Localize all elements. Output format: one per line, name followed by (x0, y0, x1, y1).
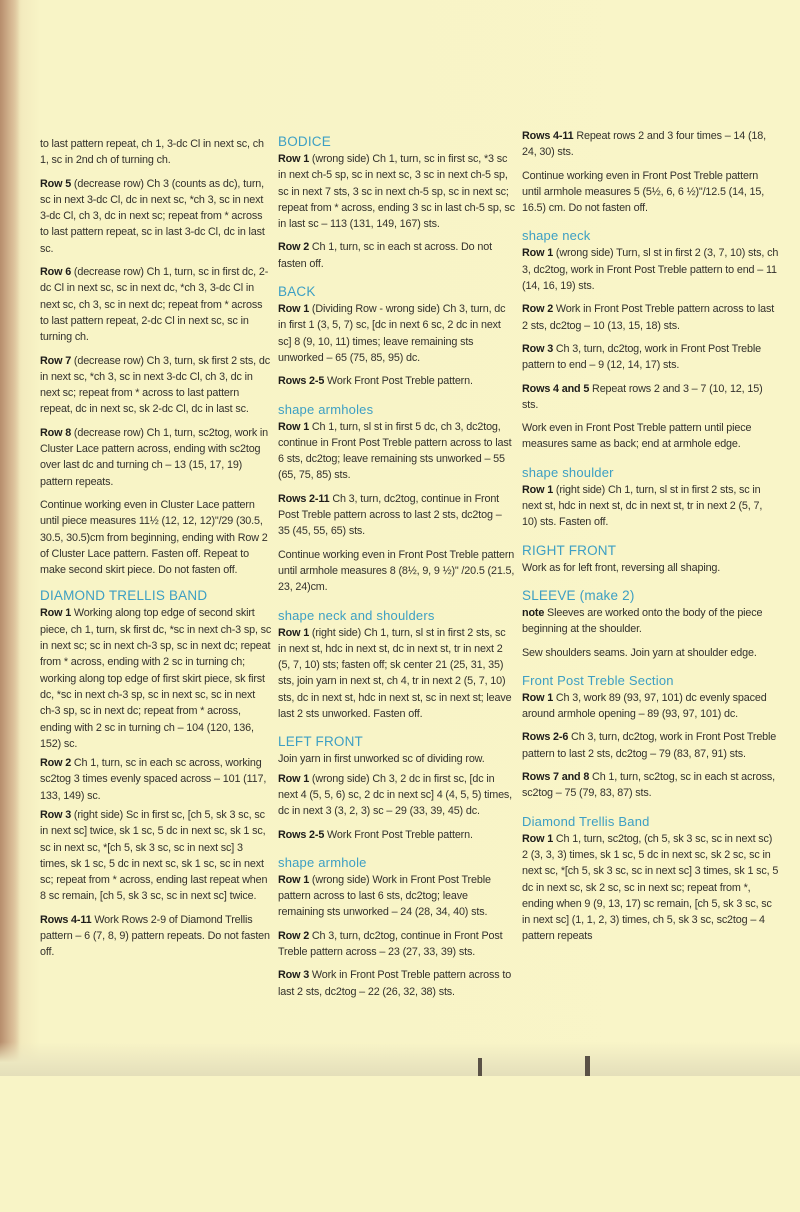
continue-paragraph: Continue working even in Cluster Lace pattern until piece measures 11½ (12, 12, 12)"/29 (30.5, 30.5, 30.5)cm from beginning, ending with Row 2 of Cluster Lace pattern. Fasten off. Repeat to make second skirt piece. Do not fasten off. (40, 498, 268, 577)
shoulder-row-1-instruction (522, 482, 780, 531)
row-text: (right side) Ch 1, turn, sl st in first 2 sts, sc in next st, hdc in next st, dc in next st, tr in next 2 (5, 7, 10) sts; fasten off; sk center 21 (25, 31, 35) sts, join yarn in next st, ch 4, tr in next 2 (5, 7, 10) sts, dc in next st, hdc in next st, sc in next st; leave last 2 sts unworked. Fasten off. (278, 626, 512, 721)
row-7-instruction (40, 353, 272, 418)
sleeve-note (522, 605, 780, 638)
row-label: Row 8 (40, 426, 72, 439)
note-label: note (522, 606, 545, 619)
row-label: Rows 2-5 (278, 375, 325, 388)
diamond-row-1-instruction (40, 605, 272, 752)
armhole-row-3-instruction (278, 967, 516, 1000)
section-heading-front-post-treble-section: Front Post Treble Section (522, 672, 674, 688)
row-label: Rows 4-11 (522, 130, 574, 142)
row-label: Row 3 (40, 808, 72, 821)
row-label: Rows 2-11 (278, 492, 330, 505)
neck-work-even-paragraph: Work even in Front Post Treble pattern until piece measures same as back; end at armhole edge. (522, 422, 752, 451)
text-column-left (40, 0, 272, 1212)
row-label: Row 3 (278, 969, 310, 982)
row-label: Row 2 (278, 241, 310, 254)
neck-row-1-instruction (522, 245, 780, 294)
row-label: Row 1 (522, 247, 554, 260)
fpt-rows-7-8-instruction (522, 769, 780, 802)
section-heading-back: BACK (278, 284, 316, 300)
row-text: Ch 3, turn, dc2tog, work in Front Post Treble pattern to last 2 sts, dc2tog – 79 (83, 87, 91) sts. (522, 731, 777, 760)
section-heading-diamond-trellis-band: DIAMOND TRELLIS BAND (40, 588, 208, 604)
row-label: Row 1 (278, 873, 310, 886)
neck-shoulders-row-1-instruction (278, 625, 516, 723)
continue-armhole-paragraph: Continue working even in Front Post Treble pattern until armhole measures 5 (5½, 6, 6 ½)"/12.5 (14, 15, 16.5) cm. Do not fasten off. (522, 169, 765, 215)
row-label: Row 1 (278, 772, 310, 785)
row-text: Ch 1, turn, sl st in first 5 dc, ch 3, dc2tog, continue in Front Post Treble pattern across to last 6 sts, dc2tog; leave remaining sts unworked – 55 (65, 75, 85) sts. (278, 420, 512, 482)
armholes-continue-paragraph: Continue working even in Front Post Treble pattern until armhole measures 8 (8½, 9, 9 ½)" /20.5 (21.5, 23, 24)cm. (278, 548, 515, 594)
row-label: Row 1 (522, 483, 554, 496)
row-text: (wrong side) Work in Front Post Treble pattern across to last 6 sts, dc2tog; leave remaining sts unworked – 24 (28, 34, 40) sts. (278, 873, 491, 919)
row-text: (decrease row) Ch 1, turn, sc in first dc, 2-dc Cl in next sc, sc in next dc, *ch 3, 3-dc Cl in next sc, ch 3, sc in next dc; repeat from * across to last pattern repeat, 2-dc Cl in next sc, sc in turning ch. (40, 266, 269, 344)
row-text: Ch 3, work 89 (93, 97, 101) dc evenly spaced around armhole opening – 89 (93, 97, 101) dc. (522, 691, 767, 721)
row-text: Ch 1, turn, sc2tog, (ch 5, sk 3 sc, sc in next sc) 2 (3, 3, 3) times, sk 1 sc, 5 dc in next sc, sk 2 sc, sc in next sc, *[ch 5, sk 3 sc, sc in next sc] 3 times, sk 1 sc, 5 dc in next sc, sk 2 sc, sc in next sc; repeat from *, ending when 9 (9, 13, 17) sc remain, [ch 5, sk 3 sc, sc in next sc] (1, 1, 2, 3) times, ch 5, sk 3 sc, sc2tog – 4 pattern repeats (522, 832, 779, 943)
back-rows-2-5-instruction (278, 373, 516, 389)
row-text: (decrease row) Ch 3 (counts as dc), turn, sc in next 3-dc Cl, dc in next sc, *ch 3, sc in next 3-dc Cl, ch 3, dc in next sc; repeat from * across to last pattern repeat, sc in last 3-dc Cl, dc in last sc. (40, 177, 265, 255)
sleeve-diamond-row-1-instruction (522, 831, 780, 945)
diamond-row-2-instruction (40, 755, 272, 804)
row-label: Rows 4-11 (40, 913, 92, 926)
neck-row-2-instruction (522, 301, 780, 334)
row-text: Work Rows 2-9 of Diamond Trellis pattern – 6 (7, 8, 9) pattern repeats. Do not fasten off. (40, 913, 270, 959)
row-text: Work Front Post Treble pattern. (324, 375, 473, 388)
row-6-instruction (40, 264, 272, 345)
fpt-row-1-instruction (522, 690, 780, 723)
left-front-row-1-instruction (278, 771, 516, 820)
row-text: Work in Front Post Treble pattern across to last 2 sts, dc2tog – 22 (26, 32, 38) sts. (278, 969, 512, 998)
row-text: Ch 3, turn, dc2tog, continue in Front Post Treble pattern across – 23 (27, 33, 39) sts. (278, 929, 503, 958)
row-text: (right side) Sc in first sc, [ch 5, sk 3 sc, sc in next sc] twice, sk 1 sc, 5 dc in next sc, sk 1 sc, sc in next sc, *[ch 5, sk 3 sc, sc in next sc] 3 times, sk 1 sc, 5 dc in next sc, sk 1 sc, sc in next sc; repeat from * across, ending last repeat when 8 sc remain, [ch 5, sk 3 sc, sc in next sc] twice. (40, 808, 268, 903)
row-text: Working along top edge of second skirt piece, ch 1, turn, sk first dc, *sc in next ch-3 sp, sc in next sc; sc in next ch-3 sp, sc in next dc; repeat from * across, ending with 2 sc in turning ch; working along top edge of first skirt piece, sk first dc, *sc in next ch-3 sp, sc in next sc, sc in next ch-3 sp, sc in next dc; repeat from * across, ending with 2 sc in turning ch – 104 (120, 136, 152) sc. (40, 607, 272, 750)
neck-rows-4-5-instruction (522, 381, 780, 414)
row-label: Rows 2-6 (522, 731, 569, 744)
row-label: Row 6 (40, 266, 72, 279)
fpt-rows-2-6-instruction (522, 729, 780, 762)
armhole-row-2-instruction (278, 928, 516, 961)
row-label: Row 2 (40, 757, 72, 770)
row-text: (wrong side) Ch 1, turn, sc in first sc, *3 sc in next ch-5 sp, sc in next sc, 3 sc in next ch-5 sp, sc in next 7 sts, 3 sc in next ch-5 sp, sc in next sc; repeat from * across, ending 3 sc in last ch-5 sp, sc in last sc – 113 (131, 149, 167) sts. (278, 153, 515, 231)
row-5-instruction (40, 176, 272, 257)
row-text: (decrease row) Ch 3, turn, sk first 2 sts, dc in next sc, *ch 3, sc in next 3-dc Cl, ch 3, dc in next sc; repeat from * across to last pattern repeat, dc in next sc, sk 2-dc Cl, dc in last sc. (40, 354, 270, 416)
row-text: Ch 1, turn, sc in each st across. Do not fasten off. (278, 241, 492, 270)
row-label: Row 1 (522, 832, 554, 845)
diamond-rows-4-11-instruction (40, 912, 272, 961)
neck-row-3-instruction (522, 341, 780, 374)
row-text: Repeat rows 2 and 3 four times – 14 (18, 24, 30) sts. (522, 130, 766, 159)
bodice-row-1-instruction (278, 151, 516, 232)
note-text: Sleeves are worked onto the body of the piece beginning at the shoulder. (522, 606, 763, 636)
text-column-middle (278, 0, 516, 1210)
row-label: Row 5 (40, 177, 72, 190)
armholes-rows-2-11-instruction (278, 491, 516, 540)
section-heading-shape-armhole: shape armhole (278, 854, 367, 870)
book-binding-shadow (0, 0, 20, 1076)
section-heading-right-front: RIGHT FRONT (522, 542, 617, 558)
row-text: Ch 3, turn, dc2tog, work in Front Post Treble pattern to end – 9 (12, 14, 17) sts. (522, 342, 761, 372)
section-heading-sleeve: SLEEVE (make 2) (522, 587, 635, 603)
row-text: (right side) Ch 1, turn, sl st in first 2 sts, sc in next st, hdc in next st, dc in next st, tr in next 2 (5, 7, 10) sts. Fasten off. (522, 483, 763, 529)
section-heading-shape-armholes: shape armholes (278, 401, 374, 417)
section-heading-diamond-trellis-band-sleeve: Diamond Trellis Band (522, 813, 650, 829)
left-front-rows-2-5-instruction (278, 827, 516, 843)
row-label: Rows 7 and 8 (522, 771, 590, 784)
section-heading-shape-shoulder: shape shoulder (522, 464, 614, 480)
row-label: Row 7 (40, 354, 72, 367)
row-text: (wrong side) Ch 3, 2 dc in first sc, [dc in next 4 (5, 5, 6) sc, 2 dc in next sc] 4 (4, 5, 5) times, dc in next 3 (3, 2, 3) sc – 29 (33, 39, 45) dc. (278, 772, 513, 818)
row-text: (wrong side) Turn, sl st in first 2 (3, 7, 10) sts, ch 3, dc2tog, work in Front Post Treble pattern to end – 11 (14, 16, 19) sts. (522, 247, 779, 293)
left-front-intro: Join yarn in first unworked sc of dividing row. (278, 753, 485, 766)
row-8-instruction (40, 425, 272, 490)
section-heading-shape-neck-and-shoulders: shape neck and shoulders (278, 607, 435, 623)
right-front-paragraph: Work as for left front, reversing all shaping. (522, 561, 721, 574)
section-heading-bodice: BODICE (278, 134, 331, 149)
row-label: Row 1 (278, 303, 310, 316)
section-heading-shape-neck: shape neck (522, 228, 591, 244)
armholes-row-1-instruction (278, 419, 516, 484)
row-label: Row 1 (278, 153, 310, 165)
rows-4-11-instruction (522, 128, 780, 161)
row-label: Row 3 (522, 342, 554, 355)
row-label: Row 1 (522, 691, 554, 704)
row-label: Row 2 (522, 303, 554, 316)
row-text: Ch 3, turn, dc2tog, continue in Front Post Treble pattern across to last 2 sts, dc2tog – 35 (45, 55, 65) sts. (278, 492, 502, 538)
paragraph-continued: to last pattern repeat, ch 1, 3-dc Cl in next sc, ch 1, sc in 2nd ch of turning ch. (40, 138, 264, 167)
row-text: Work in Front Post Treble pattern across to last 2 sts, dc2tog – 10 (13, 15, 18) sts. (522, 303, 775, 332)
row-label: Row 1 (278, 626, 310, 639)
back-row-1-instruction (278, 301, 516, 366)
row-label: Row 1 (40, 607, 72, 620)
row-label: Rows 4 and 5 (522, 382, 590, 395)
diamond-row-3-instruction (40, 807, 272, 905)
armhole-row-1-instruction (278, 872, 516, 921)
row-text: Ch 1, turn, sc in each sc across, working sc2tog 3 times evenly spaced across – 101 (117, 133, 149) sc. (40, 757, 267, 802)
row-label: Row 2 (278, 929, 310, 942)
bodice-row-2-instruction (278, 239, 516, 272)
row-text: (decrease row) Ch 1, turn, sc2tog, work in Cluster Lace pattern across, ending with sc2tog over last dc and turning ch – 13 (15, 17, 19) pattern repeats. (40, 426, 269, 488)
row-label: Rows 2-5 (278, 828, 325, 841)
row-label: Row 1 (278, 420, 310, 433)
text-column-right (522, 0, 780, 1204)
row-text: Ch 1, turn, sc2tog, sc in each st across, sc2tog – 75 (79, 83, 87) sts. (522, 771, 775, 800)
sleeve-sew-paragraph: Sew shoulders seams. Join yarn at shoulder edge. (522, 646, 757, 659)
row-text: Repeat rows 2 and 3 – 7 (10, 12, 15) sts. (522, 382, 763, 411)
row-text: Work Front Post Treble pattern. (324, 828, 473, 841)
row-text: (Dividing Row - wrong side) Ch 3, turn, dc in first 1 (3, 5, 7) sc, [dc in next 6 sc, 2 dc in next sc] 8 (9, 10, 11) times; leave remaining sts unworked – 65 (75, 85, 95) dc. (278, 303, 506, 364)
section-heading-left-front: LEFT FRONT (278, 734, 364, 750)
